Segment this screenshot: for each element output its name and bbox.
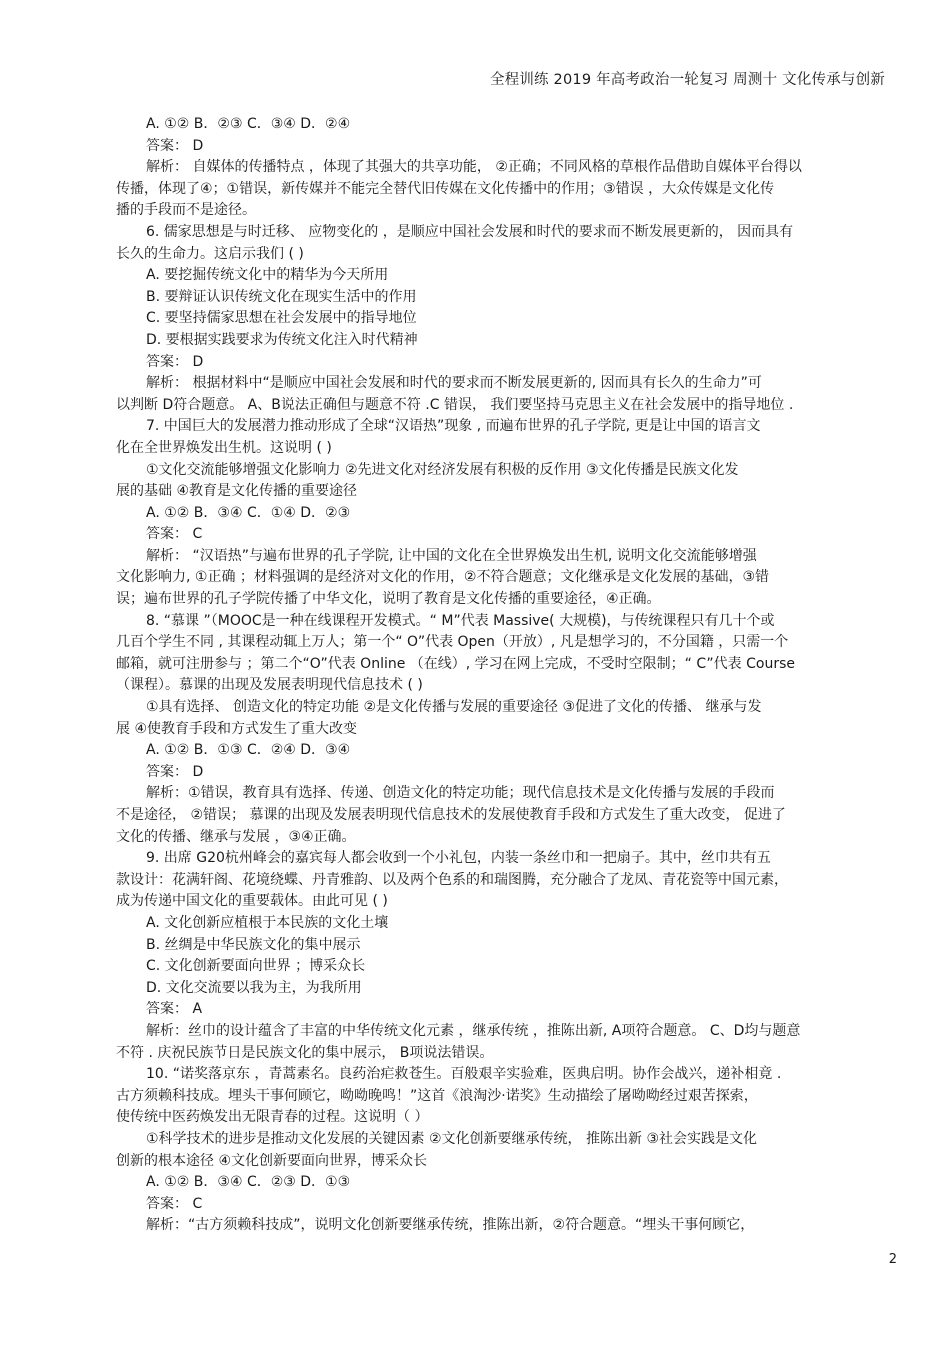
- text-line: 以判断 D符合题意。 A、B说法正确但与题意不符 .C 错误， 我们要坚持马克思主义在社会发展中的指导地位 .: [116, 396, 794, 413]
- text-line: 10. “诺奖落京东 ，青蒿素名。良药治疟救苍生。百般艰辛实验难，医典启明。协作会战兴，递补相竟 .: [146, 1066, 782, 1083]
- text-line: A. ①② B．①③ C．②④ D．③④: [146, 742, 351, 759]
- text-line: 古方须赖科技成。埋头干事何顾它，呦呦晚鸣！”这首《浪淘沙·诺奖》生动描绘了屠呦呦经过艰苦探索，: [116, 1087, 758, 1104]
- text-line: 传播，体现了④；①错误，新传媒并不能完全替代旧传媒在文化传播中的作用；③错误 ，大众传媒是文化传: [116, 180, 775, 197]
- text-line: 答案： A: [146, 1001, 203, 1018]
- text-line: C. 文化创新要面向世界 ；博采众长: [146, 958, 366, 975]
- text-line: 文化的传播、继承与发展 ，③④正确。: [116, 828, 356, 845]
- text-line: A. ①② B．②③ C．③④ D．②④: [146, 116, 351, 132]
- text-line: D. 文化交流要以我为主，为我所用: [146, 979, 362, 996]
- text-line: A. ①② B．③④ C．②③ D．①③: [146, 1174, 351, 1191]
- text-line: 使传统中医药焕发出无限青春的过程。这说明（ ）: [116, 1109, 429, 1126]
- text-line: ①文化交流能够增强文化影响力 ②先进文化对经济发展有积极的反作用 ③文化传播是民族文化发: [146, 461, 739, 478]
- text-line: 解析： 根据材料中“是顺应中国社会发展和时代的要求而不断发展更新的, 因而具有长久的生命力”可: [146, 375, 762, 392]
- text-line: 6. 儒家思想是与时迁移、 应物变化的 ，是顺应中国社会发展和时代的要求而不断发展更新的， 因而具有: [146, 223, 794, 240]
- text-line: 不符 . 庆祝民族节日是民族文化的集中展示， B项说法错误。: [116, 1044, 494, 1061]
- page-number: 2: [888, 1252, 897, 1267]
- text-line: 化在全世界焕发出生机。这说明 ( ): [116, 439, 332, 456]
- page-header: 全程训练 2019 年高考政治一轮复习 周测十 文化传承与创新: [489, 72, 885, 88]
- text-line: 展的基础 ④教育是文化传播的重要途径: [116, 483, 357, 500]
- text-line: C. 要坚持儒家思想在社会发展中的指导地位: [146, 310, 417, 327]
- text-line: A. ①② B．③④ C．①④ D．②③: [146, 504, 351, 521]
- text-line: 成为传递中国文化的重要载体。由此可见 ( ): [116, 893, 388, 910]
- text-line: 款设计：花满轩阁、花境绕蝶、丹青雅韵、以及两个色系的和瑞图腾，充分融合了龙凤、青花瓷等中国元素，: [116, 871, 788, 888]
- text-line: A. 文化创新应植根于本民族的文化土壤: [146, 914, 389, 931]
- text-line: （课程）。慕课的出现及发展表明现代信息技术 ( ): [116, 677, 423, 694]
- text-line: 邮箱，就可注册参与 ；第二个“O”代表 Online （在线）, 学习在网上完成，不受时空限制；“ C”代表 Course: [116, 655, 796, 672]
- text-line: 答案： D: [146, 137, 204, 154]
- text-line: 解析：“古方须赖科技成”，说明文化创新要继承传统，推陈出新，②符合题意。“埋头干事何顾它，: [146, 1217, 755, 1234]
- text-line: 误；遍布世界的孔子学院传播了中华文化，说明了教育是文化传播的重要途径，④正确。: [116, 591, 661, 608]
- text-line: B. 丝绸是中华民族文化的集中展示: [146, 936, 361, 953]
- text-line: B. 要辩证认识传统文化在现实生活中的作用: [146, 288, 417, 305]
- text-line: D. 要根据实践要求为传统文化注入时代精神: [146, 331, 418, 348]
- text-line: 解析：丝巾的设计蕴含了丰富的中华传统文化元素 ，继承传统 ，推陈出新, A项符合题意。 C、D均与题意: [146, 1022, 801, 1039]
- text-line: 创新的根本途径 ④文化创新要面向世界，博采众长: [116, 1152, 427, 1169]
- text-line: 答案： D: [146, 763, 204, 780]
- text-line: 7. 中国巨大的发展潜力推动形成了全球“汉语热”现象 , 而遍布世界的孔子学院, 更是让中国的语言文: [146, 418, 761, 435]
- text-line: 不是途径， ②错误； 慕课的出现及发展表明现代信息技术的发展使教育手段和方式发生了重大改变， 促进了: [116, 807, 786, 823]
- text-line: A. 要挖掘传统文化中的精华为今天所用: [146, 267, 389, 284]
- text-line: 播的手段而不是途径。: [116, 202, 256, 219]
- text-line: 8. “慕课 ”（MOOC是一种在线课程开发模式。“ M”代表 Massive( 大规模)，与传统课程只有几十个或: [146, 612, 775, 629]
- document-body: [116, 114, 894, 1237]
- text-line: 展 ④使教育手段和方式发生了重大改变: [116, 720, 357, 737]
- text-line: 文化影响力, ①正确 ；材料强调的是经济对文化的作用，②不符合题意；文化继承是文化发展的基础，③错: [116, 569, 770, 586]
- text-line: 长久的生命力。这启示我们 ( ): [116, 245, 304, 262]
- text-line: 解析： “汉语热”与遍布世界的孔子学院, 让中国的文化在全世界焕发出生机, 说明文化交流能够增强: [146, 547, 757, 564]
- text-line: 解析：①错误，教育具有选择、传递、创造文化的特定功能；现代信息技术是文化传播与发展的手段而: [146, 785, 775, 802]
- text-line: 解析： 自媒体的传播特点 ，体现了其强大的共享功能， ②正确；不同风格的草根作品借助自媒体平台得以: [146, 159, 802, 176]
- text-line: 几百个学生不同 , 其课程动辄上万人；第一个“ O”代表 Open（开放）, 凡是想学习的，不分国籍 ，只需一个: [116, 634, 789, 651]
- text-line: ①科学技术的进步是推动文化发展的关键因素 ②文化创新要继承传统， 推陈出新 ③社会实践是文化: [146, 1130, 758, 1147]
- text-line: ①具有选择、 创造文化的特定功能 ②是文化传播与发展的重要途径 ③促进了文化的传播、 继承与发: [146, 699, 762, 716]
- text-line: 答案： C: [146, 526, 203, 543]
- text-line: 答案： C: [146, 1195, 203, 1212]
- text-line: 答案： D: [146, 353, 204, 370]
- text-line: 9. 出席 G20杭州峰会的嘉宾每人都会收到一个小礼包，内装一条丝巾和一把扇子。其中，丝巾共有五: [146, 850, 771, 867]
